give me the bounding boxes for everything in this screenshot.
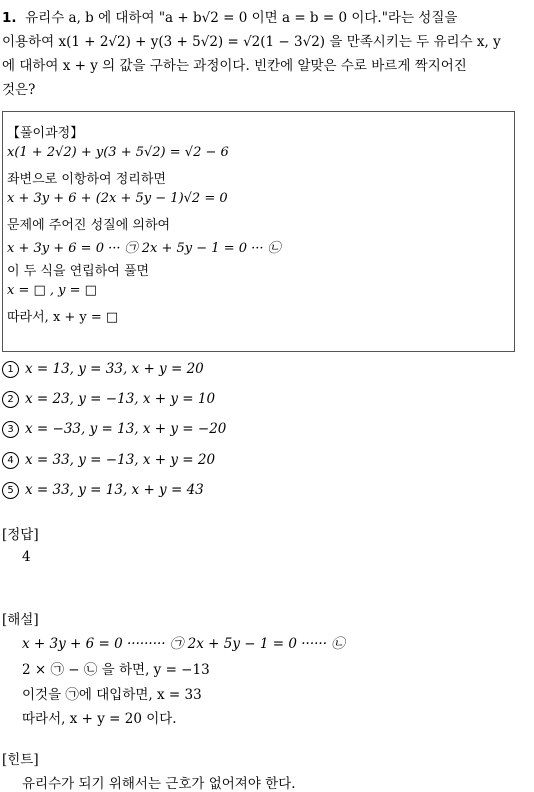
option-3[interactable]: 3 x = −33, y = 13, x + y = −20 [2, 421, 226, 438]
option-marker: 4 [2, 452, 19, 469]
solution-process-box [2, 111, 515, 352]
question-number: 1. [2, 10, 17, 26]
question-line-2: 이용하여 x(1 + 2√2) + y(3 + 5√2) = √2(1 − 3√2) 을 만족시키는 두 유리수 x, y [2, 34, 501, 50]
solution-line: x + 3y + 6 + (2x + 5y − 1)√2 = 0 [7, 191, 228, 206]
solution-heading: 【풀이과정】 [7, 126, 84, 141]
explanation-line: 따라서, x + y = 20 이다. [22, 711, 177, 727]
solution-line: x + 3y + 6 = 0 ··· ㉠ 2x + 5y − 1 = 0 ··· ㉡ [7, 241, 281, 256]
solution-line-blank-sum: 따라서, x + y = □ [7, 310, 119, 325]
option-marker: 1 [2, 361, 19, 378]
option-2[interactable]: 2 x = 23, y = −13, x + y = 10 [2, 391, 215, 408]
solution-line: 문제에 주어진 성질에 의하여 [7, 218, 171, 233]
solution-line: x(1 + 2√2) + y(3 + 5√2) = √2 − 6 [7, 145, 229, 160]
option-marker: 2 [2, 391, 19, 408]
question [2, 6, 530, 102]
option-marker: 3 [2, 421, 19, 438]
option-marker: 5 [2, 482, 19, 499]
question-line-3: 에 대하여 x + y 의 값을 구하는 과정이다. 빈칸에 알맞은 수로 바르게 짝지어진 [2, 58, 467, 74]
explanation-line: x + 3y + 6 = 0 ········· ㉠ 2x + 5y − 1 = 0 ······ ㉡ [22, 636, 345, 652]
explanation-line: 2 × ㉠ − ㉡ 을 하면, y = −13 [22, 662, 210, 678]
option-5[interactable]: 5 x = 33, y = 13, x + y = 43 [2, 482, 204, 499]
hint-label: [힌트] [2, 752, 39, 768]
solution-line: 이 두 식을 연립하여 풀면 [7, 264, 150, 279]
question-line-1: 1. 유리수 a, b 에 대하여 "a + b√2 = 0 이면 a = b = 0 이다."라는 성질을 [2, 10, 458, 26]
question-line-4: 것은? [2, 82, 36, 98]
answer-label: [정답] [2, 527, 39, 543]
answer-value: 4 [22, 549, 31, 565]
solution-line-blanks: x = □ , y = □ [7, 283, 97, 298]
solution-line: 좌변으로 이항하여 정리하면 [7, 172, 166, 187]
option-4[interactable]: 4 x = 33, y = −13, x + y = 20 [2, 452, 215, 469]
hint-text: 유리수가 되기 위해서는 근호가 없어져야 한다. [22, 776, 296, 792]
explanation-line: 이것을 ㉠에 대입하면, x = 33 [22, 687, 202, 703]
explanation-label: [해설] [2, 612, 39, 628]
option-1[interactable]: 1 x = 13, y = 33, x + y = 20 [2, 361, 204, 378]
